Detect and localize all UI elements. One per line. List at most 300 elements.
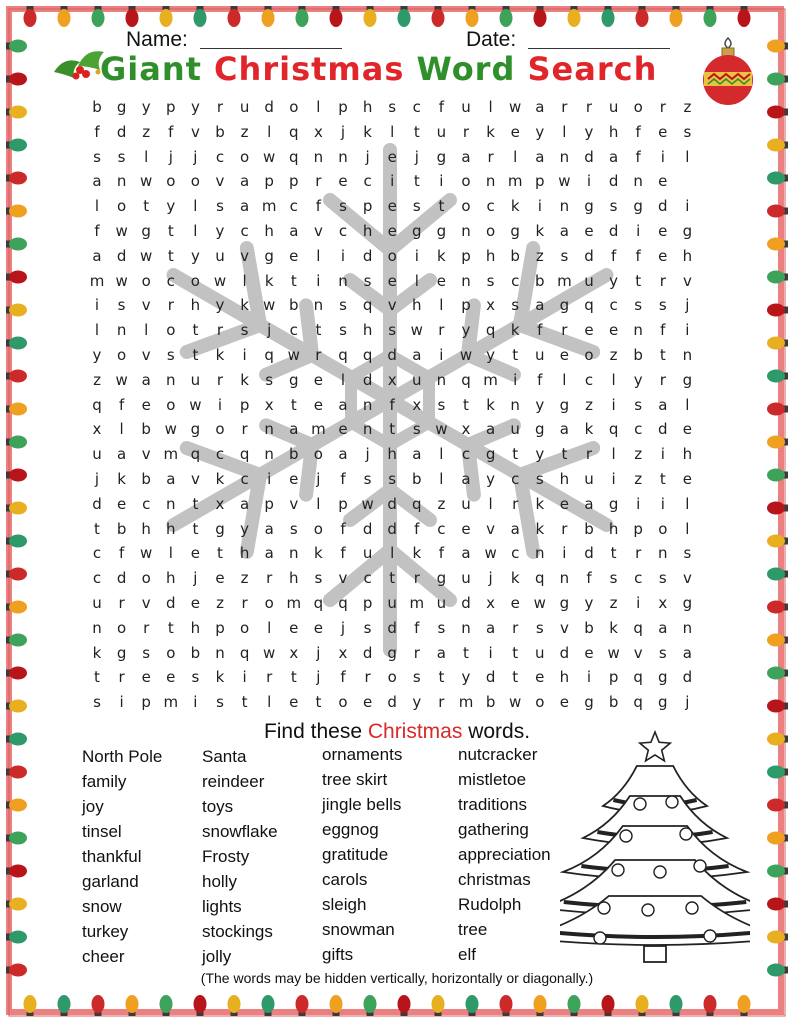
grid-letter[interactable]: u bbox=[461, 569, 471, 588]
grid-letter[interactable]: a bbox=[92, 172, 102, 191]
grid-letter[interactable]: e bbox=[658, 222, 668, 240]
grid-letter[interactable]: h bbox=[362, 321, 373, 340]
grid-letter[interactable]: d bbox=[116, 246, 127, 265]
grid-letter[interactable]: d bbox=[387, 519, 397, 538]
grid-letter[interactable]: j bbox=[488, 569, 493, 588]
grid-letter[interactable]: s bbox=[535, 618, 544, 637]
grid-letter[interactable]: l bbox=[685, 494, 690, 513]
grid-letter[interactable]: v bbox=[559, 618, 569, 637]
grid-letter[interactable]: a bbox=[239, 197, 250, 216]
grid-letter[interactable]: l bbox=[316, 98, 321, 116]
grid-letter[interactable]: l bbox=[439, 296, 444, 315]
grid-letter[interactable]: t bbox=[438, 197, 445, 216]
grid-letter[interactable]: m bbox=[163, 693, 179, 712]
grid-letter[interactable]: k bbox=[117, 470, 126, 488]
grid-letter[interactable]: d bbox=[387, 693, 397, 712]
grid-letter[interactable]: y bbox=[535, 395, 545, 414]
grid-letter[interactable]: a bbox=[658, 618, 668, 637]
grid-letter[interactable]: q bbox=[239, 445, 250, 464]
grid-letter[interactable]: e bbox=[584, 321, 594, 340]
grid-letter[interactable]: a bbox=[338, 445, 348, 464]
grid-letter[interactable]: a bbox=[289, 222, 299, 240]
grid-letter[interactable]: v bbox=[190, 470, 200, 488]
grid-letter[interactable]: f bbox=[118, 544, 125, 563]
grid-letter[interactable]: s bbox=[93, 693, 101, 712]
grid-letter[interactable]: p bbox=[215, 618, 225, 637]
grid-letter[interactable]: i bbox=[660, 445, 665, 464]
grid-letter[interactable]: m bbox=[89, 271, 105, 290]
grid-letter[interactable]: e bbox=[559, 346, 569, 364]
grid-letter[interactable]: k bbox=[314, 544, 323, 563]
grid-letter[interactable]: g bbox=[116, 98, 127, 116]
grid-letter[interactable]: t bbox=[167, 222, 174, 240]
grid-letter[interactable]: p bbox=[338, 98, 348, 116]
grid-letter[interactable]: d bbox=[116, 569, 127, 588]
grid-letter[interactable]: e bbox=[658, 122, 668, 141]
grid-letter[interactable]: c bbox=[486, 197, 495, 216]
grid-letter[interactable]: h bbox=[289, 569, 299, 588]
grid-letter[interactable]: l bbox=[685, 395, 690, 414]
grid-letter[interactable]: t bbox=[610, 544, 617, 563]
grid-letter[interactable]: r bbox=[167, 296, 174, 315]
grid-letter[interactable]: p bbox=[608, 668, 619, 687]
grid-letter[interactable]: o bbox=[584, 346, 594, 364]
grid-letter[interactable]: v bbox=[190, 122, 200, 141]
grid-letter[interactable]: b bbox=[584, 618, 594, 637]
grid-letter[interactable]: b bbox=[633, 346, 643, 364]
grid-letter[interactable]: e bbox=[387, 197, 397, 216]
grid-letter[interactable]: w bbox=[164, 420, 177, 439]
grid-letter[interactable]: o bbox=[141, 271, 151, 290]
grid-letter[interactable]: r bbox=[659, 98, 666, 116]
grid-letter[interactable]: q bbox=[633, 668, 643, 687]
grid-letter[interactable]: w bbox=[410, 321, 423, 340]
grid-letter[interactable]: d bbox=[387, 618, 397, 637]
grid-letter[interactable]: r bbox=[118, 594, 125, 612]
grid-letter[interactable]: g bbox=[559, 594, 570, 612]
grid-letter[interactable]: c bbox=[240, 470, 249, 488]
grid-letter[interactable]: s bbox=[166, 346, 175, 364]
grid-letter[interactable]: u bbox=[215, 246, 225, 265]
grid-letter[interactable]: e bbox=[141, 395, 151, 414]
grid-letter[interactable]: d bbox=[608, 172, 619, 191]
grid-letter[interactable]: f bbox=[315, 197, 322, 216]
grid-letter[interactable]: v bbox=[486, 519, 496, 538]
grid-letter[interactable]: g bbox=[584, 693, 594, 712]
grid-letter[interactable]: r bbox=[413, 643, 420, 662]
grid-letter[interactable]: n bbox=[682, 618, 693, 637]
grid-letter[interactable]: f bbox=[414, 519, 420, 538]
grid-letter[interactable]: v bbox=[141, 296, 151, 315]
grid-letter[interactable]: q bbox=[412, 494, 422, 513]
grid-letter[interactable]: f bbox=[610, 246, 617, 265]
grid-letter[interactable]: d bbox=[608, 222, 619, 240]
grid-letter[interactable]: t bbox=[463, 395, 469, 414]
grid-letter[interactable]: a bbox=[535, 147, 545, 166]
grid-letter[interactable]: x bbox=[264, 395, 274, 414]
grid-letter[interactable]: e bbox=[190, 594, 200, 612]
grid-letter[interactable]: l bbox=[94, 197, 100, 216]
grid-letter[interactable]: f bbox=[635, 122, 641, 141]
grid-letter[interactable]: b bbox=[215, 122, 225, 141]
grid-letter[interactable]: h bbox=[264, 222, 274, 240]
grid-letter[interactable]: y bbox=[190, 98, 200, 116]
grid-letter[interactable]: i bbox=[439, 172, 444, 191]
grid-letter[interactable]: z bbox=[437, 494, 446, 513]
grid-letter[interactable]: d bbox=[387, 346, 397, 364]
grid-letter[interactable]: j bbox=[414, 147, 419, 166]
grid-letter[interactable]: l bbox=[193, 222, 198, 240]
grid-letter[interactable]: l bbox=[267, 618, 272, 637]
grid-letter[interactable]: b bbox=[535, 271, 545, 290]
grid-letter[interactable]: h bbox=[166, 519, 176, 538]
grid-letter[interactable]: w bbox=[115, 271, 128, 290]
grid-letter[interactable]: u bbox=[535, 643, 545, 662]
grid-letter[interactable]: a bbox=[485, 420, 496, 439]
grid-letter[interactable]: p bbox=[264, 494, 274, 513]
grid-letter[interactable]: e bbox=[584, 643, 594, 662]
grid-letter[interactable]: a bbox=[535, 296, 545, 315]
grid-letter[interactable]: p bbox=[264, 172, 274, 191]
grid-letter[interactable]: s bbox=[289, 519, 298, 538]
grid-letter[interactable]: l bbox=[439, 470, 444, 488]
grid-letter[interactable]: w bbox=[533, 594, 546, 612]
grid-letter[interactable]: i bbox=[316, 271, 321, 290]
grid-letter[interactable]: t bbox=[512, 346, 519, 364]
grid-letter[interactable]: e bbox=[461, 519, 471, 538]
grid-letter[interactable]: s bbox=[535, 470, 544, 488]
grid-letter[interactable]: x bbox=[92, 420, 102, 439]
grid-letter[interactable]: u bbox=[535, 346, 545, 364]
grid-letter[interactable]: t bbox=[94, 668, 100, 687]
grid-letter[interactable]: z bbox=[609, 346, 618, 364]
grid-letter[interactable]: q bbox=[313, 594, 324, 612]
grid-letter[interactable]: m bbox=[557, 271, 572, 290]
grid-letter[interactable]: x bbox=[486, 296, 496, 315]
grid-letter[interactable]: i bbox=[586, 172, 592, 191]
grid-letter[interactable]: c bbox=[634, 420, 643, 439]
grid-letter[interactable]: e bbox=[658, 246, 668, 265]
grid-letter[interactable]: j bbox=[193, 147, 198, 166]
grid-letter[interactable]: d bbox=[658, 197, 668, 216]
grid-letter[interactable]: s bbox=[658, 569, 667, 588]
grid-letter[interactable]: n bbox=[313, 147, 324, 166]
grid-letter[interactable]: e bbox=[584, 222, 594, 240]
grid-letter[interactable]: f bbox=[340, 544, 346, 563]
grid-letter[interactable]: s bbox=[117, 147, 126, 166]
grid-letter[interactable]: g bbox=[682, 594, 693, 612]
grid-letter[interactable]: k bbox=[510, 197, 520, 216]
grid-letter[interactable]: r bbox=[561, 519, 568, 538]
grid-letter[interactable]: f bbox=[389, 395, 395, 414]
grid-letter[interactable]: n bbox=[436, 370, 447, 389]
grid-letter[interactable]: s bbox=[560, 246, 569, 265]
grid-letter[interactable]: h bbox=[485, 246, 496, 265]
grid-letter[interactable]: i bbox=[340, 246, 346, 265]
grid-letter[interactable]: s bbox=[142, 643, 151, 662]
grid-letter[interactable]: d bbox=[92, 494, 102, 513]
grid-letter[interactable]: d bbox=[584, 544, 594, 563]
grid-letter[interactable]: e bbox=[362, 693, 373, 712]
grid-letter[interactable]: d bbox=[264, 98, 274, 116]
grid-letter[interactable]: v bbox=[240, 246, 250, 265]
grid-letter[interactable]: i bbox=[488, 643, 493, 662]
grid-letter[interactable]: e bbox=[289, 470, 299, 488]
grid-letter[interactable]: u bbox=[461, 494, 471, 513]
grid-letter[interactable]: i bbox=[611, 395, 616, 414]
grid-letter[interactable]: i bbox=[660, 494, 665, 513]
grid-letter[interactable]: s bbox=[634, 395, 643, 414]
grid-letter[interactable]: b bbox=[412, 470, 422, 488]
grid-letter[interactable]: g bbox=[682, 370, 693, 389]
grid-letter[interactable]: o bbox=[117, 618, 127, 637]
grid-letter[interactable]: t bbox=[192, 346, 199, 364]
grid-letter[interactable]: c bbox=[634, 569, 643, 588]
grid-letter[interactable]: y bbox=[215, 222, 225, 240]
grid-letter[interactable]: g bbox=[485, 445, 496, 464]
grid-letter[interactable]: s bbox=[388, 321, 397, 340]
grid-letter[interactable]: a bbox=[608, 147, 619, 166]
grid-letter[interactable]: b bbox=[608, 693, 619, 712]
grid-letter[interactable]: t bbox=[512, 445, 519, 464]
grid-letter[interactable]: c bbox=[92, 569, 102, 588]
grid-letter[interactable]: b bbox=[289, 296, 299, 315]
grid-letter[interactable]: n bbox=[116, 172, 127, 191]
grid-letter[interactable]: t bbox=[290, 668, 297, 687]
grid-letter[interactable]: p bbox=[239, 395, 250, 414]
grid-letter[interactable]: b bbox=[289, 445, 299, 464]
grid-letter[interactable]: c bbox=[289, 321, 298, 340]
grid-letter[interactable]: i bbox=[636, 494, 641, 513]
grid-letter[interactable]: t bbox=[659, 346, 666, 364]
grid-letter[interactable]: l bbox=[144, 321, 149, 340]
grid-letter[interactable]: h bbox=[412, 296, 422, 315]
grid-letter[interactable]: a bbox=[412, 346, 422, 364]
grid-letter[interactable]: r bbox=[635, 544, 642, 563]
grid-letter[interactable]: t bbox=[290, 395, 297, 414]
grid-letter[interactable]: t bbox=[561, 445, 568, 464]
grid-letter[interactable]: o bbox=[313, 445, 323, 464]
grid-letter[interactable]: e bbox=[387, 271, 397, 290]
grid-letter[interactable]: f bbox=[118, 395, 125, 414]
grid-letter[interactable]: i bbox=[685, 197, 690, 216]
grid-letter[interactable]: e bbox=[535, 668, 545, 687]
grid-letter[interactable]: f bbox=[537, 370, 543, 389]
grid-letter[interactable]: a bbox=[436, 643, 446, 662]
grid-letter[interactable]: g bbox=[412, 222, 422, 240]
grid-letter[interactable]: o bbox=[166, 321, 176, 340]
grid-letter[interactable]: w bbox=[459, 346, 473, 364]
grid-letter[interactable]: f bbox=[537, 321, 543, 340]
grid-letter[interactable]: a bbox=[239, 494, 250, 513]
grid-letter[interactable]: t bbox=[315, 693, 322, 712]
grid-letter[interactable]: b bbox=[485, 693, 496, 712]
grid-letter[interactable]: c bbox=[437, 519, 446, 538]
grid-letter[interactable]: l bbox=[316, 246, 321, 265]
grid-letter[interactable]: y bbox=[584, 122, 594, 141]
grid-letter[interactable]: t bbox=[192, 519, 199, 538]
grid-letter[interactable]: e bbox=[436, 271, 446, 290]
grid-letter[interactable]: g bbox=[436, 569, 447, 588]
grid-letter[interactable]: g bbox=[436, 147, 447, 166]
grid-letter[interactable]: s bbox=[339, 197, 347, 216]
grid-letter[interactable]: e bbox=[116, 494, 127, 513]
grid-letter[interactable]: m bbox=[163, 445, 179, 464]
grid-letter[interactable]: m bbox=[483, 370, 498, 389]
grid-letter[interactable]: n bbox=[338, 147, 348, 166]
grid-letter[interactable]: u bbox=[461, 98, 471, 116]
grid-letter[interactable]: n bbox=[116, 321, 127, 340]
grid-letter[interactable]: o bbox=[166, 172, 176, 191]
grid-letter[interactable]: q bbox=[338, 594, 348, 612]
grid-letter[interactable]: e bbox=[559, 693, 569, 712]
grid-letter[interactable]: l bbox=[316, 494, 321, 513]
grid-letter[interactable]: n bbox=[166, 494, 176, 513]
grid-letter[interactable]: e bbox=[190, 544, 200, 563]
grid-letter[interactable]: r bbox=[266, 569, 273, 588]
grid-letter[interactable]: v bbox=[387, 296, 397, 315]
grid-letter[interactable]: u bbox=[584, 271, 594, 290]
grid-letter[interactable]: u bbox=[362, 544, 373, 563]
grid-letter[interactable]: e bbox=[289, 693, 299, 712]
grid-letter[interactable]: q bbox=[338, 346, 348, 364]
grid-letter[interactable]: r bbox=[216, 98, 224, 116]
grid-letter[interactable]: t bbox=[241, 693, 248, 712]
grid-letter[interactable]: t bbox=[94, 519, 100, 538]
grid-letter[interactable]: c bbox=[511, 544, 520, 563]
grid-letter[interactable]: k bbox=[510, 569, 520, 588]
grid-letter[interactable]: h bbox=[682, 445, 693, 464]
grid-letter[interactable]: g bbox=[436, 222, 447, 240]
grid-letter[interactable]: s bbox=[339, 321, 347, 340]
grid-letter[interactable]: g bbox=[584, 197, 594, 216]
grid-letter[interactable]: v bbox=[682, 271, 692, 290]
grid-letter[interactable]: x bbox=[387, 370, 397, 389]
grid-letter[interactable]: u bbox=[412, 370, 422, 389]
grid-letter[interactable]: s bbox=[609, 197, 618, 216]
grid-letter[interactable]: g bbox=[141, 222, 151, 240]
grid-letter[interactable]: s bbox=[437, 395, 446, 414]
grid-letter[interactable]: z bbox=[585, 395, 593, 414]
grid-letter[interactable]: g bbox=[559, 395, 570, 414]
grid-letter[interactable]: e bbox=[289, 618, 299, 637]
grid-letter[interactable]: g bbox=[215, 519, 225, 538]
grid-letter[interactable]: l bbox=[685, 147, 690, 166]
grid-letter[interactable]: p bbox=[461, 296, 471, 315]
grid-letter[interactable]: t bbox=[217, 544, 223, 563]
grid-letter[interactable]: w bbox=[509, 98, 522, 116]
grid-letter[interactable]: k bbox=[584, 420, 594, 439]
grid-letter[interactable]: z bbox=[535, 246, 544, 265]
grid-letter[interactable]: n bbox=[461, 618, 471, 637]
grid-letter[interactable]: z bbox=[216, 594, 224, 612]
grid-letter[interactable]: j bbox=[316, 668, 321, 687]
grid-letter[interactable]: o bbox=[141, 569, 151, 588]
grid-letter[interactable]: c bbox=[584, 370, 594, 389]
grid-letter[interactable]: q bbox=[535, 569, 545, 588]
grid-letter[interactable]: i bbox=[390, 172, 395, 191]
grid-letter[interactable]: i bbox=[439, 346, 444, 364]
grid-letter[interactable]: o bbox=[387, 668, 397, 687]
grid-letter[interactable]: r bbox=[438, 693, 445, 712]
grid-letter[interactable]: z bbox=[240, 569, 249, 588]
grid-letter[interactable]: u bbox=[436, 594, 447, 612]
grid-letter[interactable]: o bbox=[535, 693, 545, 712]
grid-letter[interactable]: e bbox=[559, 494, 569, 513]
grid-letter[interactable]: w bbox=[558, 172, 571, 191]
grid-letter[interactable]: y bbox=[141, 98, 151, 116]
grid-letter[interactable]: d bbox=[362, 643, 373, 662]
grid-letter[interactable]: s bbox=[683, 544, 692, 563]
grid-letter[interactable]: y bbox=[412, 693, 422, 712]
grid-letter[interactable]: l bbox=[119, 420, 124, 439]
grid-letter[interactable]: w bbox=[287, 346, 300, 364]
grid-letter[interactable]: u bbox=[190, 370, 201, 389]
grid-letter[interactable]: o bbox=[264, 594, 274, 612]
grid-letter[interactable]: e bbox=[510, 122, 520, 141]
grid-letter[interactable]: j bbox=[267, 321, 272, 340]
grid-letter[interactable]: a bbox=[166, 470, 176, 488]
grid-letter[interactable]: h bbox=[362, 222, 373, 240]
grid-letter[interactable]: t bbox=[512, 668, 519, 687]
grid-letter[interactable]: m bbox=[311, 420, 326, 439]
grid-letter[interactable]: m bbox=[458, 693, 474, 712]
grid-letter[interactable]: w bbox=[115, 370, 128, 389]
grid-letter[interactable]: c bbox=[609, 296, 618, 315]
grid-letter[interactable]: o bbox=[633, 98, 643, 116]
grid-letter[interactable]: l bbox=[94, 321, 100, 340]
grid-letter[interactable]: h bbox=[387, 445, 397, 464]
grid-letter[interactable]: w bbox=[189, 395, 202, 414]
grid-letter[interactable]: r bbox=[585, 98, 593, 116]
grid-letter[interactable]: z bbox=[240, 122, 249, 141]
grid-letter[interactable]: f bbox=[438, 544, 445, 563]
grid-letter[interactable]: l bbox=[488, 494, 493, 513]
grid-letter[interactable]: o bbox=[190, 172, 200, 191]
grid-letter[interactable]: f bbox=[340, 470, 346, 488]
grid-letter[interactable]: w bbox=[484, 544, 497, 563]
grid-letter[interactable]: t bbox=[635, 271, 642, 290]
grid-letter[interactable]: t bbox=[659, 470, 666, 488]
grid-letter[interactable]: r bbox=[512, 618, 519, 637]
grid-letter[interactable]: w bbox=[361, 494, 374, 513]
grid-letter[interactable]: g bbox=[658, 668, 668, 687]
grid-letter[interactable]: u bbox=[584, 470, 594, 488]
grid-letter[interactable]: a bbox=[658, 395, 668, 414]
grid-letter[interactable]: y bbox=[166, 197, 176, 216]
grid-letter[interactable]: o bbox=[338, 693, 348, 712]
grid-letter[interactable]: e bbox=[289, 246, 299, 265]
grid-letter[interactable]: k bbox=[240, 296, 249, 315]
grid-letter[interactable]: j bbox=[365, 445, 370, 464]
grid-letter[interactable]: l bbox=[611, 445, 616, 464]
grid-letter[interactable]: x bbox=[289, 643, 299, 662]
grid-letter[interactable]: n bbox=[289, 544, 299, 563]
grid-letter[interactable]: n bbox=[362, 395, 373, 414]
grid-letter[interactable]: k bbox=[215, 470, 225, 488]
grid-letter[interactable]: d bbox=[461, 594, 471, 612]
grid-letter[interactable]: y bbox=[461, 321, 471, 340]
grid-letter[interactable]: a bbox=[461, 544, 471, 563]
grid-letter[interactable]: h bbox=[190, 618, 201, 637]
grid-letter[interactable]: o bbox=[166, 643, 176, 662]
grid-letter[interactable]: k bbox=[486, 122, 495, 141]
grid-letter[interactable]: q bbox=[92, 395, 102, 414]
grid-letter[interactable]: t bbox=[192, 494, 199, 513]
grid-letter[interactable]: y bbox=[609, 271, 619, 290]
grid-letter[interactable]: k bbox=[215, 346, 225, 364]
grid-letter[interactable]: r bbox=[143, 618, 150, 637]
